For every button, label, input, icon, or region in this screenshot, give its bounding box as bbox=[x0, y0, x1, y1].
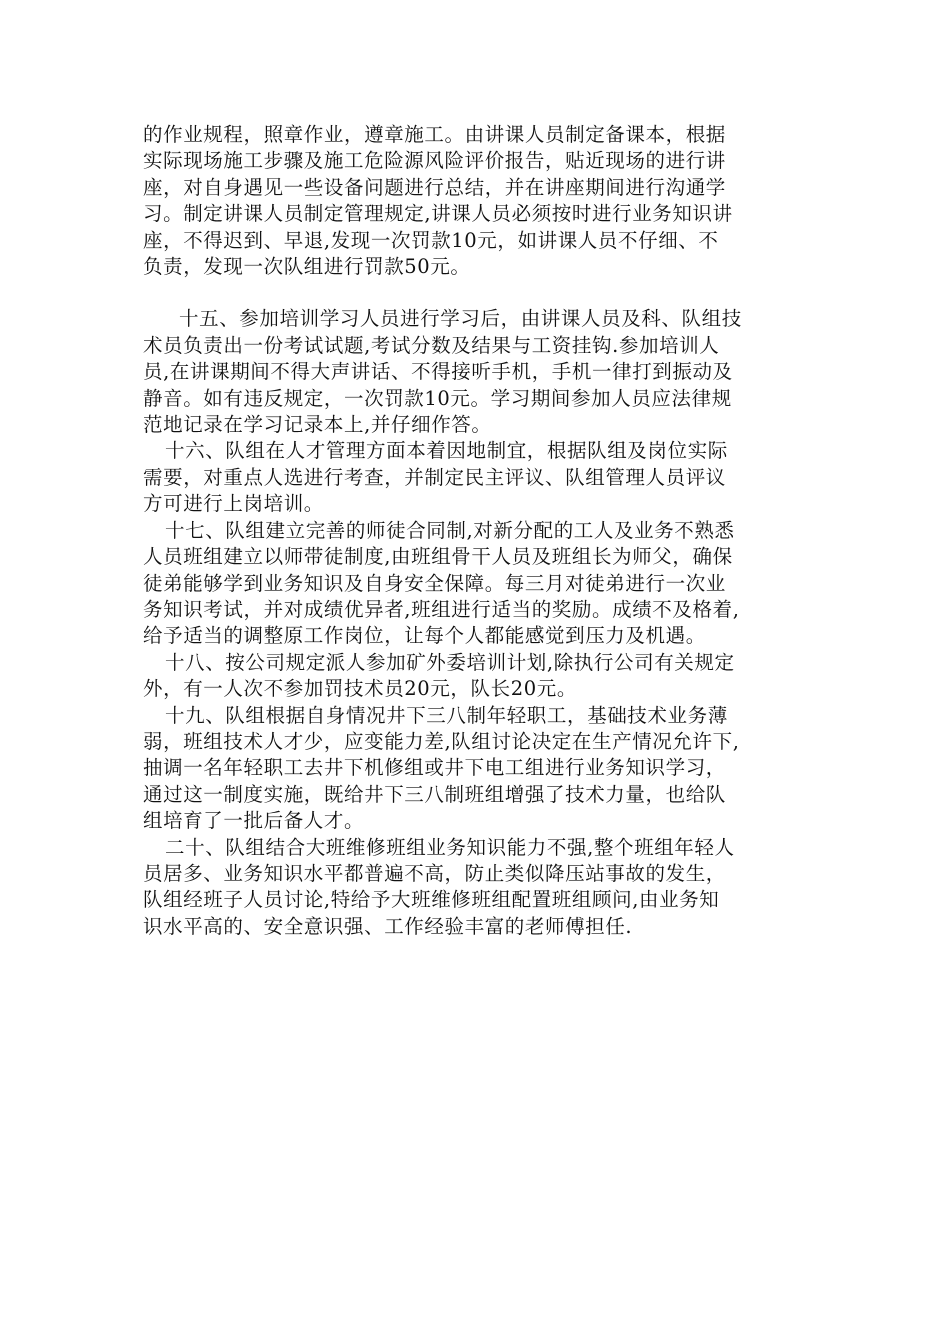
text-line: 人员班组建立以师带徒制度,由班组骨干人员及班组长为师父，确保 bbox=[143, 545, 733, 569]
text-line: 方可进行上岗培训。 bbox=[143, 492, 324, 516]
text-line: 抽调一名年轻职工去井下机修组或井下电工组进行业务知识学习， bbox=[143, 756, 726, 780]
text-line: 座，不得迟到、早退,发现一次罚款10元，如讲课人员不仔细、不 bbox=[143, 228, 719, 252]
paragraph-intro bbox=[143, 122, 815, 280]
text-line: 十九、队组根据自身情况井下三八制年轻职工，基础技术业务薄 bbox=[165, 703, 728, 727]
text-line: 通过这一制度实施，既给井下三八制班组增强了技术力量，也给队 bbox=[143, 782, 726, 806]
text-line: 的作业规程，照章作业，遵章施工。由讲课人员制定备课本，根据 bbox=[143, 123, 726, 146]
text-line: 员,在讲课期间不得大声讲话、不得接听手机，手机一律打到振动及 bbox=[143, 360, 733, 384]
text-line: 座，对自身遇见一些设备问题进行总结，并在讲座期间进行沟通学 bbox=[143, 175, 726, 199]
text-line: 识水平高的、安全意识强、工作经验丰富的老师傅担任. bbox=[143, 914, 633, 938]
paragraph-17 bbox=[143, 518, 815, 650]
text-line: 员居多、业务知识水平都普遍不高，防止类似降压站事故的发生， bbox=[143, 861, 726, 885]
paragraph-20 bbox=[143, 835, 815, 941]
paragraph-15 bbox=[143, 306, 815, 438]
text-line: 弱，班组技术人才少，应变能力差,队组讨论决定在生产情况允许下, bbox=[143, 729, 740, 753]
document-body bbox=[143, 122, 815, 940]
paragraph-gap bbox=[143, 280, 815, 306]
text-line: 给予适当的调整原工作岗位，让每个人都能感觉到压力及机遇。 bbox=[143, 624, 706, 648]
text-line: 静音。如有违反规定，一次罚款10元。学习期间参加人员应法律规 bbox=[143, 386, 732, 410]
text-line: 十七、队组建立完善的师徒合同制,对新分配的工人及业务不熟悉 bbox=[165, 518, 735, 542]
paragraph-19 bbox=[143, 703, 815, 835]
text-line: 组培育了一批后备人才。 bbox=[143, 809, 365, 833]
text-line: 二十、队组结合大班维修班组业务知识能力不强,整个班组年轻人 bbox=[165, 835, 735, 859]
text-line: 务知识考试，并对成绩优异者,班组进行适当的奖励。成绩不及格着, bbox=[143, 597, 740, 621]
text-line: 十八、按公司规定派人参加矿外委培训计划,除执行公司有关规定 bbox=[165, 650, 735, 674]
text-line: 十五、参加培训学习人员进行学习后，由讲课人员及科、队组技 bbox=[179, 307, 742, 331]
text-line: 队组经班子人员讨论,特给予大班维修班组配置班组顾问,由业务知 bbox=[143, 888, 720, 912]
text-line: 十六、队组在人才管理方面本着因地制宜，根据队组及岗位实际 bbox=[165, 439, 728, 463]
paragraph-18 bbox=[143, 650, 815, 703]
text-line: 习。制定讲课人员制定管理规定,讲课人员必须按时进行业务知识讲 bbox=[143, 202, 733, 226]
text-line: 负责，发现一次队组进行罚款50元。 bbox=[143, 255, 471, 279]
text-line: 徒弟能够学到业务知识及自身安全保障。每三月对徒弟进行一次业 bbox=[143, 571, 726, 595]
text-line: 实际现场施工步骤及施工危险源风险评价报告，贴近现场的进行讲 bbox=[143, 149, 726, 173]
text-line: 术员负责出一份考试试题,考试分数及结果与工资挂钩.参加培训人 bbox=[143, 333, 720, 357]
text-line: 外，有一人次不参加罚技术员20元，队长20元。 bbox=[143, 677, 577, 701]
text-line: 需要，对重点人选进行考查，并制定民主评议、队组管理人员评议 bbox=[143, 465, 726, 489]
text-line: 范地记录在学习记录本上,并仔细作答。 bbox=[143, 413, 492, 437]
paragraph-16 bbox=[143, 438, 815, 517]
